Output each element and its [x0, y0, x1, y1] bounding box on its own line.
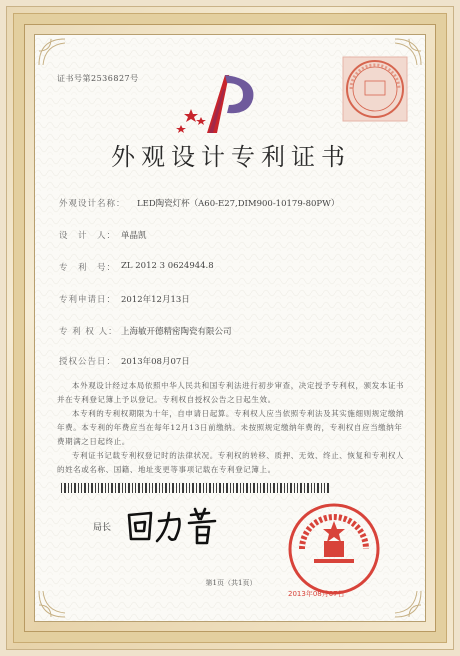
body-paragraph-3: 专利证书记载专利权登记时的法律状况。专利权的转移、质押、无效、终止、恢复和专利权人的姓名或名称、国籍、地址变更等事项记载在专利登记簿上。: [57, 451, 405, 474]
sipo-emblem-icon: [163, 69, 273, 141]
seal-date-text: 2013年08月07日: [288, 590, 345, 598]
patent-number-value: ZL 2012 3 0624944.8: [121, 261, 214, 271]
corner-ornament-top-left: [37, 37, 91, 67]
patent-number-label: 专 利 号：: [59, 263, 117, 273]
corner-ornament-bottom-left: [37, 589, 91, 619]
patentee-value: 上海敏开德精密陶瓷有限公司: [121, 327, 232, 337]
handwritten-signature-icon: [125, 505, 235, 549]
body-paragraph-1: 本外观设计经过本局依照中华人民共和国专利法进行初步审查，决定授予专利权，颁发本证书并在专利登记簿上予以登记。专利权自授权公告之日起生效。: [57, 381, 405, 404]
designer-label: 设 计 人：: [59, 231, 117, 241]
body-paragraph-2: 本专利的专利权期限为十年，自申请日起算。专利权人应当依照专利法及其实施细则规定缴纳年费。本专利的年费应当在每年12月13日前缴纳。未按照规定缴纳年费的，专利权自应当缴纳年费期满之日起终止。: [57, 409, 405, 446]
certificate-title: 外观设计专利证书: [111, 143, 351, 171]
application-date-value: 2012年12月13日: [121, 295, 190, 305]
grant-date-label: 授权公告日：: [59, 357, 117, 367]
design-name-value: LED陶瓷灯杯（A60-E27,DIM900-10179-80PW）: [137, 199, 340, 209]
patentee-label: 专 利 权 人：: [59, 327, 118, 337]
barcode-icon: [61, 483, 329, 493]
certificate-paper: [34, 34, 426, 622]
page-footer: 第1页（共1页）: [205, 579, 257, 587]
grant-date-value: 2013年08月07日: [121, 357, 190, 367]
application-date-label: 专利申请日：: [59, 295, 117, 305]
design-name-label: 外观设计名称：: [59, 199, 126, 209]
certificate-number: 证书号第2536827号: [57, 74, 139, 83]
designer-value: 单晶凯: [121, 231, 147, 241]
anti-counterfeit-stamp-icon: [337, 51, 413, 127]
director-label: 局长: [93, 523, 112, 533]
